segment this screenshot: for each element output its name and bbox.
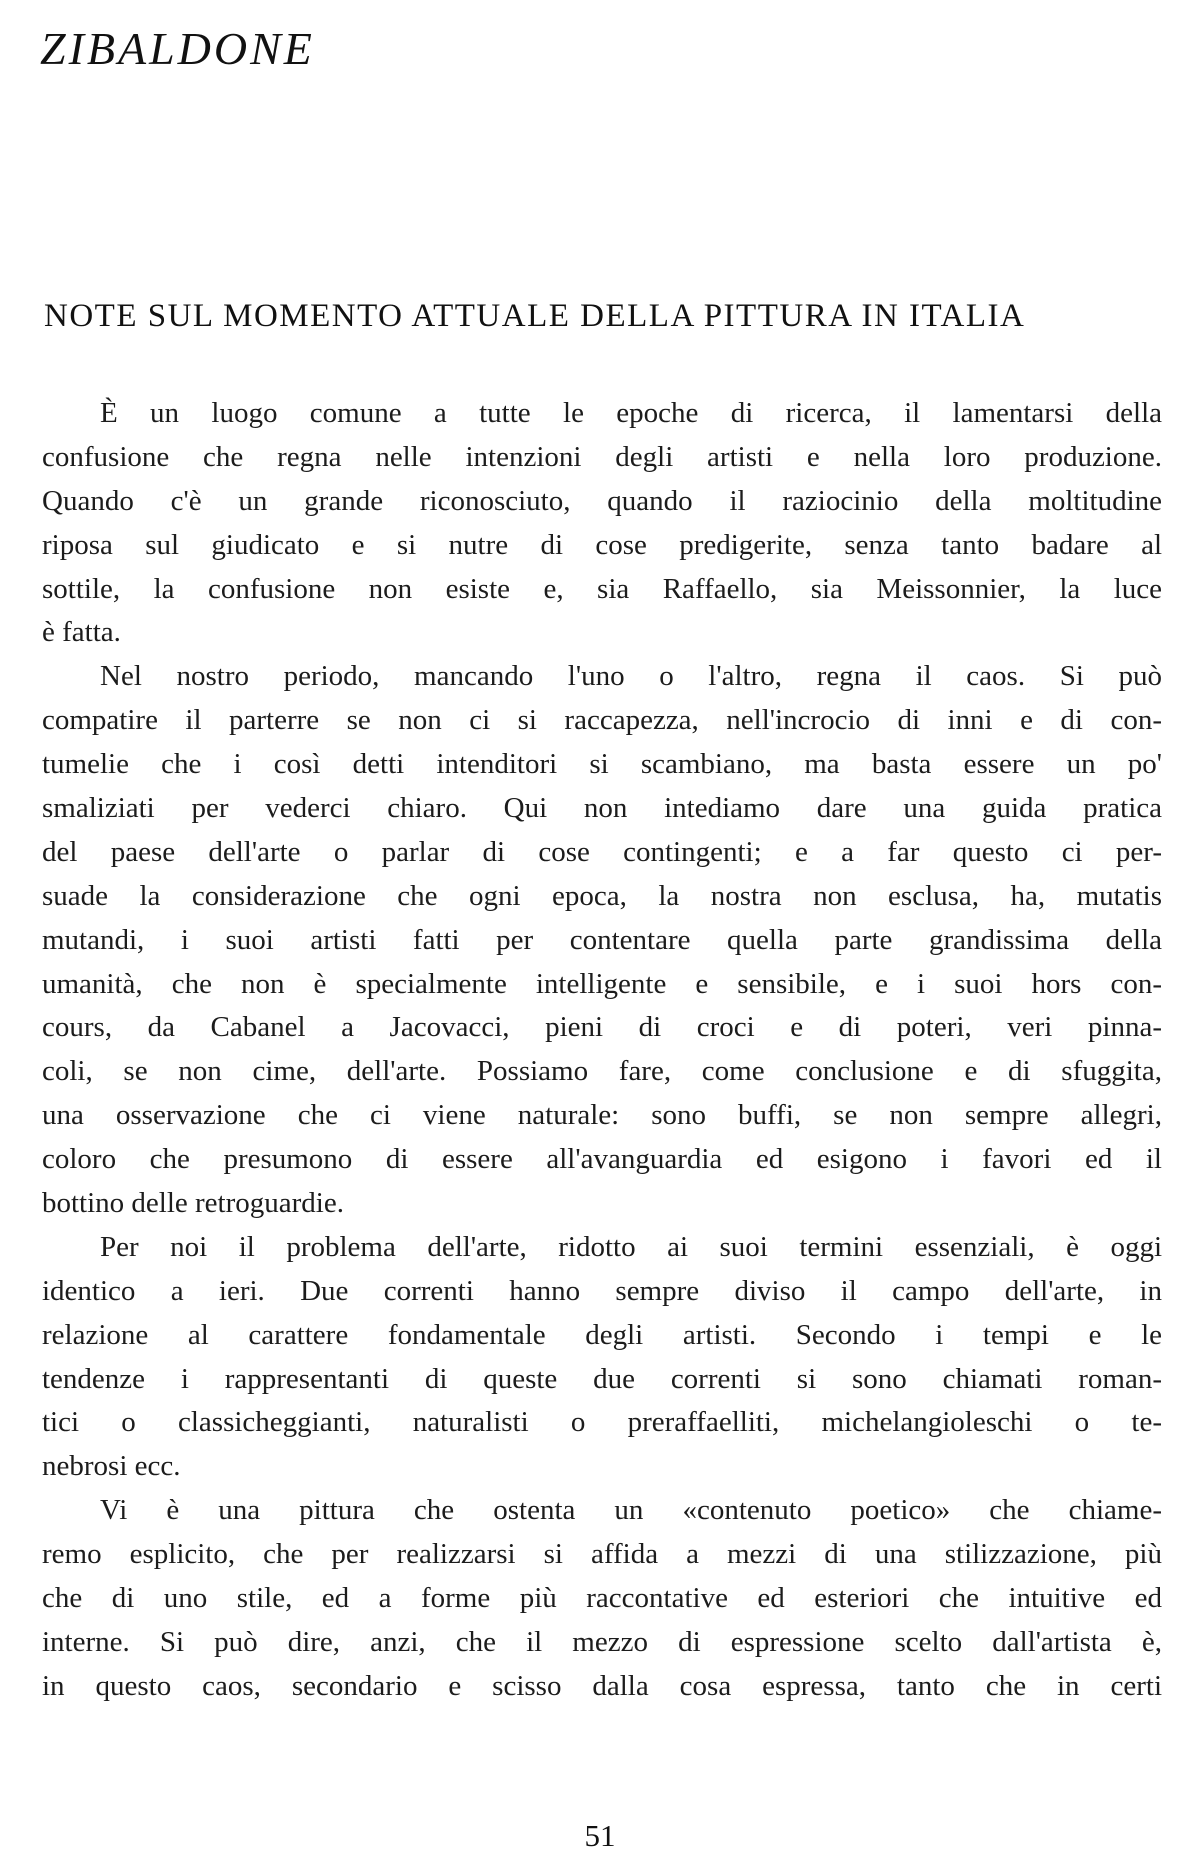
text-line: riposa sul giudicato e si nutre di cose predigerite, senza tanto badare al xyxy=(42,528,1162,561)
text-line: bottino delle retroguardie. xyxy=(42,1187,344,1220)
text-line: tici o classicheggianti, naturalisti o preraffaelliti, michelangioleschi o te- xyxy=(42,1406,1162,1439)
text-line: del paese dell'arte o parlar di cose contingenti; e a far questo ci per- xyxy=(42,835,1162,868)
text-line: smaliziati per vederci chiaro. Qui non intediamo dare una guida pratica xyxy=(42,792,1162,825)
text-line: che di uno stile, ed a forme più raccontative ed esteriori che intuitive ed xyxy=(42,1582,1162,1615)
article-title: NOTE SUL MOMENTO ATTUALE DELLA PITTURA IN ITALIA xyxy=(44,298,1026,334)
page-number: 51 xyxy=(584,1818,616,1853)
text-line: sottile, la confusione non esiste e, sia Raffaello, sia Meissonnier, la luce xyxy=(42,572,1162,605)
text-line: nebrosi ecc. xyxy=(42,1450,181,1483)
text-line: coli, se non cime, dell'arte. Possiamo fare, come conclusione e di sfuggita, xyxy=(42,1055,1162,1088)
text-line: è fatta. xyxy=(42,616,121,649)
text-line: interne. Si può dire, anzi, che il mezzo di espressione scelto dall'artista è, xyxy=(42,1625,1162,1658)
body-text xyxy=(42,392,1162,1709)
text-line: identico a ieri. Due correnti hanno sempre diviso il campo dell'arte, in xyxy=(42,1274,1162,1307)
text-line: tumelie che i così detti intenditori si scambiano, ma basta essere un po' xyxy=(42,748,1162,781)
text-line: coloro che presumono di essere all'avanguardia ed esigono i favori ed il xyxy=(42,1143,1162,1176)
text-line: Vi è una pittura che ostenta un «contenuto poetico» che chiame- xyxy=(100,1494,1162,1527)
running-head: ZIBALDONE xyxy=(40,23,315,74)
text-line: remo esplicito, che per realizzarsi si affida a mezzi di una stilizzazione, più xyxy=(42,1538,1162,1571)
text-line: Nel nostro periodo, mancando l'uno o l'altro, regna il caos. Si può xyxy=(100,660,1162,693)
text-line: una osservazione che ci viene naturale: sono buffi, se non sempre allegri, xyxy=(42,1099,1162,1132)
text-line: mutandi, i suoi artisti fatti per contentare quella parte grandissima della xyxy=(42,923,1162,956)
text-line: in questo caos, secondario e scisso dalla cosa espressa, tanto che in certi xyxy=(42,1669,1162,1702)
text-line: cours, da Cabanel a Jacovacci, pieni di croci e di poteri, veri pinna- xyxy=(42,1011,1162,1044)
text-line: Quando c'è un grande riconosciuto, quando il raziocinio della moltitudine xyxy=(42,484,1162,517)
text-line: È un luogo comune a tutte le epoche di ricerca, il lamentarsi della xyxy=(100,397,1162,429)
text-line: umanità, che non è specialmente intelligente e sensibile, e i suoi hors con- xyxy=(42,967,1162,1000)
text-line: confusione che regna nelle intenzioni degli artisti e nella loro produzione. xyxy=(42,440,1162,473)
text-line: relazione al carattere fondamentale degli artisti. Secondo i tempi e le xyxy=(42,1318,1162,1351)
text-line: tendenze i rappresentanti di queste due correnti si sono chiamati roman- xyxy=(42,1362,1162,1395)
text-line: compatire il parterre se non ci si raccapezza, nell'incrocio di inni e di con- xyxy=(42,704,1162,737)
text-line: Per noi il problema dell'arte, ridotto ai suoi termini essenziali, è oggi xyxy=(100,1230,1162,1263)
text-line: suade la considerazione che ogni epoca, la nostra non esclusa, ha, mutatis xyxy=(42,879,1162,912)
